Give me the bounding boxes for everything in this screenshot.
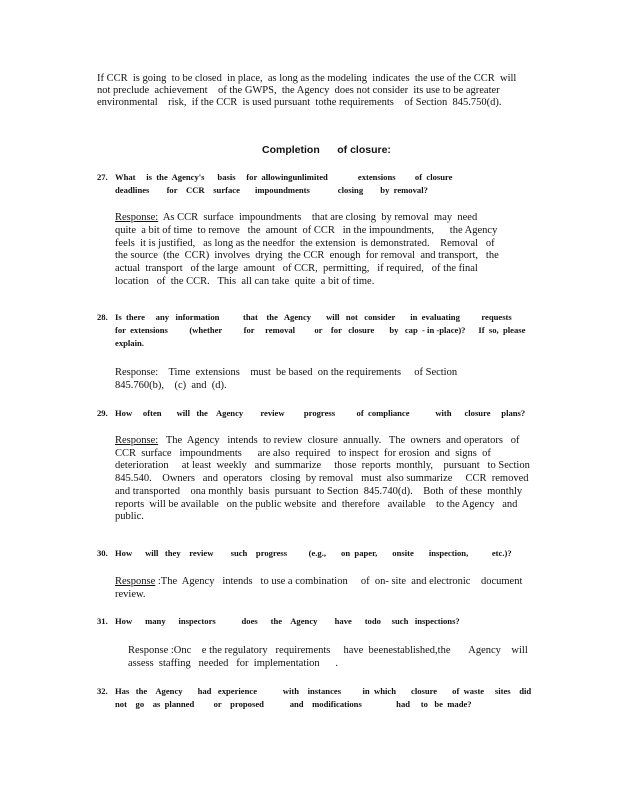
response-label: Response <box>128 645 169 656</box>
question-number: 27. <box>97 172 108 182</box>
response-line: Time extensions must be based on the requirements of Section <box>158 367 458 378</box>
response-first-line <box>115 575 522 588</box>
question-line: deadlines for CCR surface impoundments closing by removal? <box>115 185 428 195</box>
response-line: 845.540. Owners and operators closing by removal must also summarize CCR removed <box>115 473 529 485</box>
question-line: explain. <box>115 338 144 348</box>
question-line: Has the Agency had experience with instances in which closure of waste sites did <box>115 686 532 696</box>
question-number: 30. <box>97 548 108 558</box>
response-line: review. <box>115 589 146 600</box>
response-label: Response: <box>115 435 159 446</box>
question-number: 29. <box>97 408 108 418</box>
question-text <box>115 407 525 420</box>
response-line: assess staffing needed for implementation . <box>128 658 339 669</box>
question-line: What is the Agency's basis for allowingunlimited extensions of closure <box>115 172 453 182</box>
response-line: actual transport of the large amount of CCR, permitting, if required, of the final <box>115 263 478 275</box>
response-line: :The Agency intends to use a combination of on- site and electronic document <box>155 576 523 587</box>
response-line: The Agency intends to review closure annually. The owners and operators of <box>158 435 520 446</box>
response-block <box>115 435 530 524</box>
question-text <box>115 615 460 628</box>
question-line: Is there any information that the Agency will not consider in evaluating requests <box>115 312 512 322</box>
response-block <box>128 644 528 670</box>
response-block <box>115 212 499 289</box>
question-number: 32. <box>97 686 108 696</box>
response-block <box>115 366 457 392</box>
response-label: Response: <box>115 367 159 378</box>
response-line: As CCR surface impoundments that are closing by removal may need <box>158 212 478 223</box>
question-number: 28. <box>97 312 108 322</box>
response-line: reports will be available on the public website and therefore available to the Agency and <box>115 498 518 510</box>
response-line: 845.760(b), (c) and (d). <box>115 380 227 391</box>
response-line: :Onc e the regulatory requirements have beenestablished,the Agency will <box>168 645 528 656</box>
response-label: Response: <box>115 212 159 223</box>
response-label: Response <box>115 576 156 587</box>
response-line: quite a bit of time to remove the amount of CCR in the impoundments, the Agency <box>115 224 498 236</box>
section-heading: Completion of closure: <box>262 144 391 156</box>
question-line: for extensions (whether for removal or for closure by cap - in -place)? If so, please <box>115 325 526 335</box>
response-line: and transported ona monthly basis pursuant to Section 845.740(d). Both of these monthly <box>115 485 523 497</box>
response-line: the source (the CCR) involves drying the CCR enough for removal and transport, the <box>115 250 499 262</box>
response-line: public. <box>115 511 144 523</box>
question-text <box>115 311 525 350</box>
question-line: How many inspectors does the Agency have todo such inspections? <box>115 616 460 626</box>
response-line: deterioration at least weekly and summarize those reports monthly, pursuant to Section <box>115 460 530 472</box>
question-text <box>115 547 512 560</box>
question-line: How often will the Agency review progress of compliance with closure plans? <box>115 408 526 418</box>
response-block <box>115 575 522 601</box>
response-first-line <box>115 366 457 379</box>
question-text <box>115 171 452 197</box>
question-line: How will they review such progress (e.g., on paper, onsite inspection, etc.)? <box>115 548 512 558</box>
intro-line: environmental risk, if the CCR is used pursuant tothe requirements of Section 845.750(d). <box>97 97 502 108</box>
question-number: 31. <box>97 616 108 626</box>
question-text <box>115 685 531 711</box>
response-first-line <box>115 212 499 225</box>
response-first-line <box>128 644 528 657</box>
response-line: location of the CCR. This all can take quite a bit of time. <box>115 275 375 287</box>
question-line: not go as planned or proposed and modifications had to be made? <box>115 699 472 709</box>
intro-paragraph <box>97 73 516 109</box>
intro-line: If CCR is going to be closed in place, as long as the modeling indicates the use of the CCR will <box>97 73 517 84</box>
response-first-line <box>115 435 530 448</box>
intro-line: not preclude achievement of the GWPS, the Agency does not consider its use to be agreater <box>97 85 500 96</box>
response-line: feels it is justified, as long as the needfor the extension is demonstrated. Removal of <box>115 237 495 249</box>
response-line: CCR surface impoundments are also required to inspect for erosion and signs of <box>115 447 491 459</box>
